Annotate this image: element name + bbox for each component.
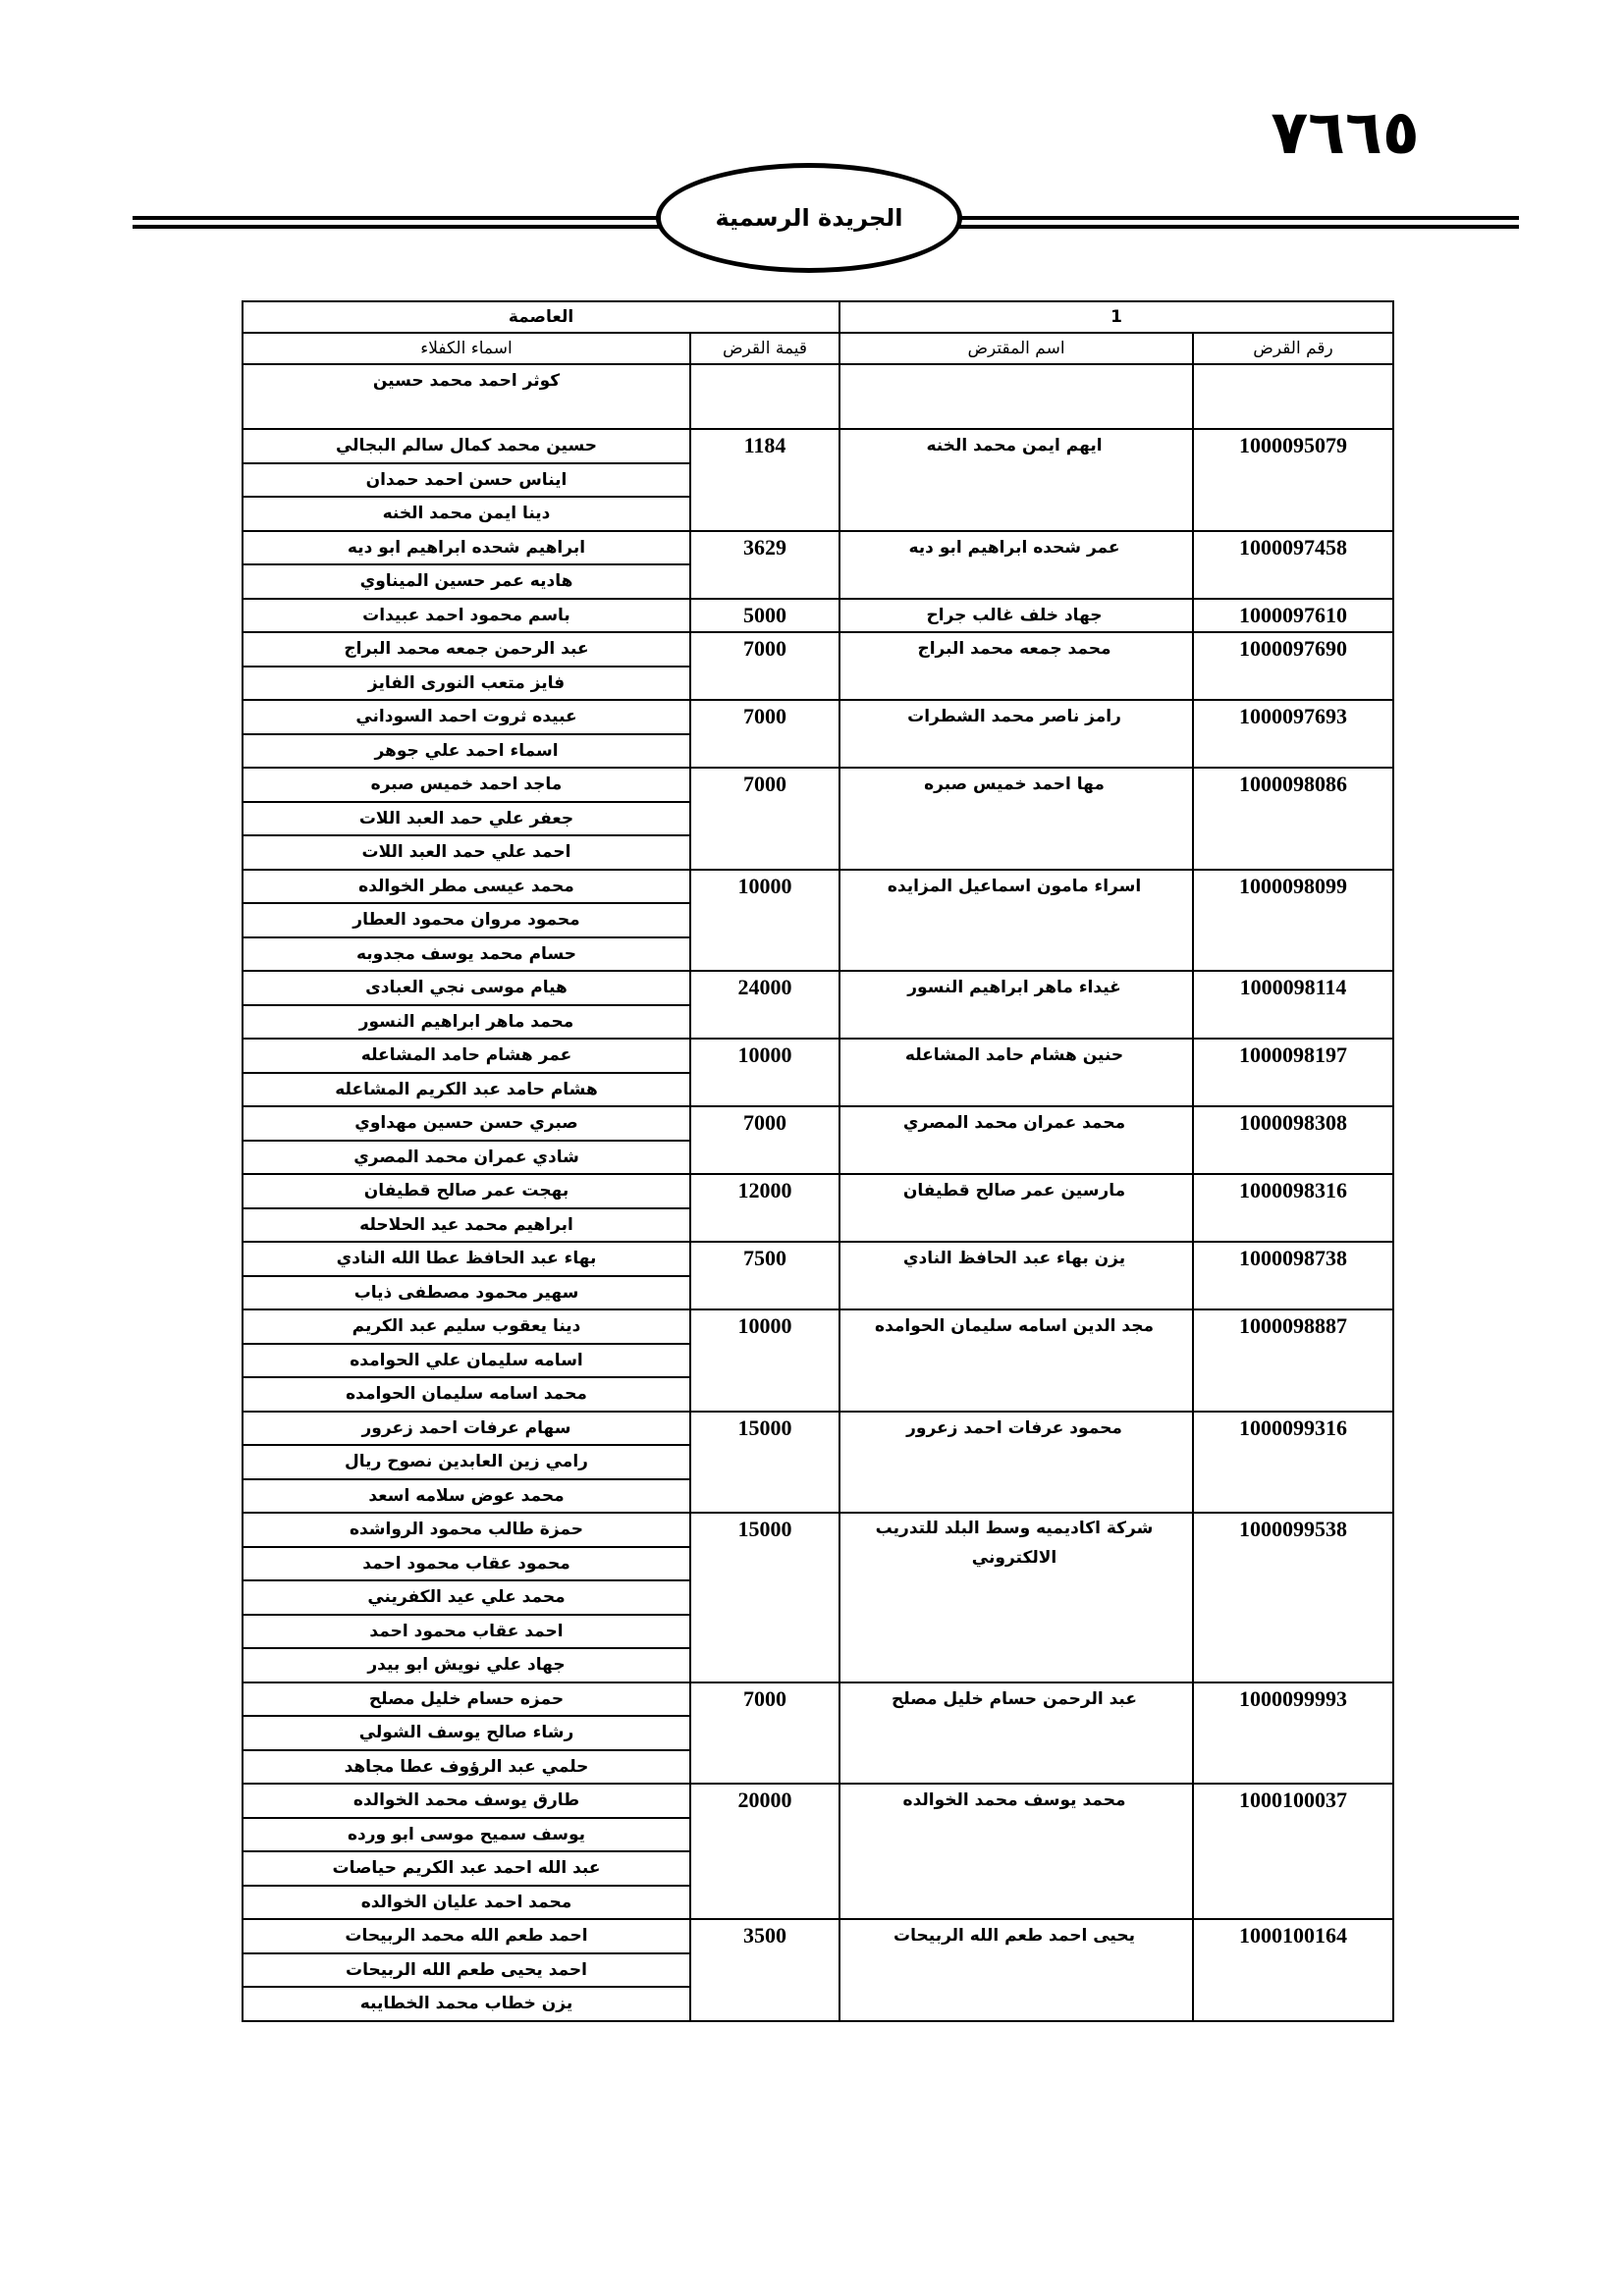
loans-table-wrapper <box>242 300 1392 2022</box>
guarantor-name: يزن خطاب محمد الخطايبه <box>243 1987 690 2021</box>
borrower-name: شركة اكاديميه وسط البلد للتدريب الالكتروني <box>839 1513 1193 1682</box>
borrower-name: عبد الرحمن حسام خليل مصلح <box>839 1682 1193 1785</box>
loan-row <box>243 1919 1393 1953</box>
col-header-amount: قيمة القرض <box>690 333 839 364</box>
loan-amount: 3629 <box>690 531 839 599</box>
guarantor-name: صبري حسن حسين مهداوي <box>243 1106 690 1141</box>
loan-number: 1000097693 <box>1193 700 1393 768</box>
loan-amount: 20000 <box>690 1784 839 1919</box>
loan-amount: 24000 <box>690 971 839 1039</box>
guarantor-name: يوسف سميح موسى ابو ورده <box>243 1818 690 1852</box>
col-header-borrower: اسم المقترض <box>839 333 1193 364</box>
loan-row <box>243 1174 1393 1208</box>
guarantor-name: باسم محمود احمد عبيدات <box>243 599 690 633</box>
loan-amount: 7000 <box>690 700 839 768</box>
guarantor-name: محمد اسامه سليمان الحوامده <box>243 1377 690 1412</box>
guarantor-name: رشاء صالح يوسف الشولي <box>243 1716 690 1750</box>
loan-amount: 1184 <box>690 429 839 531</box>
loan-amount: 7000 <box>690 768 839 870</box>
guarantor-name: عبيده ثروت احمد السوداني <box>243 700 690 734</box>
guarantor-name: حمزة طالب محمود الرواشده <box>243 1513 690 1547</box>
loan-number: 1000095079 <box>1193 429 1393 531</box>
loan-number: 1000100037 <box>1193 1784 1393 1919</box>
guarantor-name: دينا يعقوب سليم عبد الكريم <box>243 1309 690 1344</box>
guarantor-name: شادي عمران محمد المصري <box>243 1141 690 1175</box>
guarantor-name: حسام محمد يوسف مجدوبه <box>243 937 690 972</box>
loan-number: 1000099316 <box>1193 1412 1393 1514</box>
loan-amount: 7000 <box>690 632 839 700</box>
guarantor-name: عبد الله احمد عبد الكريم حياصات <box>243 1851 690 1886</box>
gazette-title: الجريدة الرسمية <box>715 204 903 232</box>
loan-row <box>243 531 1393 565</box>
guarantor-name: حسين محمد كمال سالم البجالي <box>243 429 690 463</box>
loan-amount: 10000 <box>690 1309 839 1412</box>
guarantor-name: طارق يوسف محمد الخوالده <box>243 1784 690 1818</box>
loan-row <box>243 1682 1393 1717</box>
loan-row <box>243 429 1393 463</box>
loan-number: 1000098197 <box>1193 1039 1393 1106</box>
guarantor-name: دينا ايمن محمد الخنه <box>243 497 690 531</box>
loan-row <box>243 971 1393 1005</box>
guarantor-name: سهام عرفات احمد زعرور <box>243 1412 690 1446</box>
loan-number: 1000099538 <box>1193 1513 1393 1682</box>
borrower-name: غيداء ماهر ابراهيم النسور <box>839 971 1193 1039</box>
guarantor-name: اسامه سليمان علي الحوامده <box>243 1344 690 1378</box>
loan-amount: 10000 <box>690 870 839 972</box>
loan-row <box>243 599 1393 633</box>
borrower-name: ايهم ايمن محمد الخنه <box>839 429 1193 531</box>
group-header-row <box>243 301 1393 333</box>
guarantor-name: هيام موسى نجي العبادى <box>243 971 690 1005</box>
guarantor-name: رامي زين العابدين نصوح ريال <box>243 1445 690 1479</box>
loan-number: 1000097690 <box>1193 632 1393 700</box>
guarantor-name: اسماء احمد علي جوهر <box>243 734 690 769</box>
borrower-name: عمر شحده ابراهيم ابو ديه <box>839 531 1193 599</box>
loan-no-cell <box>1193 364 1393 429</box>
loan-number: 1000097610 <box>1193 599 1393 633</box>
loan-row <box>243 1106 1393 1141</box>
page-number: ٧٦٦٥ <box>1271 96 1420 168</box>
borrower-name: يحيى احمد طعم الله الربيحات <box>839 1919 1193 2021</box>
loan-amount: 15000 <box>690 1412 839 1514</box>
loan-number: 1000098086 <box>1193 768 1393 870</box>
guarantor-name: احمد عقاب محمود احمد <box>243 1615 690 1649</box>
loan-amount: 3500 <box>690 1919 839 2021</box>
loan-row <box>243 1412 1393 1446</box>
loan-row <box>243 1039 1393 1073</box>
loan-row <box>243 1513 1393 1547</box>
guarantor-name: سهير محمود مصطفى ذياب <box>243 1276 690 1310</box>
guarantor-name: هاديه عمر حسين الميناوي <box>243 564 690 599</box>
loan-number: 1000098114 <box>1193 971 1393 1039</box>
loan-amount: 5000 <box>690 599 839 633</box>
guarantor-name: احمد يحيى طعم الله الربيحات <box>243 1953 690 1988</box>
borrower-name: محمد يوسف محمد الخوالده <box>839 1784 1193 1919</box>
borrower-name: جهاد خلف غالب جراح <box>839 599 1193 633</box>
guarantor-name: هشام حامد عبد الكريم المشاعله <box>243 1073 690 1107</box>
loan-amount: 7000 <box>690 1106 839 1174</box>
guarantor-name: عبد الرحمن جمعه محمد البراج <box>243 632 690 667</box>
col-header-loan-no: رقم القرض <box>1193 333 1393 364</box>
borrower-name: حنين هشام حامد المشاعله <box>839 1039 1193 1106</box>
guarantor-name: حمزه حسام خليل مصلح <box>243 1682 690 1717</box>
loan-amount: 12000 <box>690 1174 839 1242</box>
guarantor-name: جعفر علي حمد العبد اللات <box>243 802 690 836</box>
loan-row <box>243 1784 1393 1818</box>
group-number: 1 <box>839 301 1393 333</box>
guarantor-name: محمد عيسى مطر الخوالده <box>243 870 690 904</box>
loan-number: 1000098738 <box>1193 1242 1393 1309</box>
guarantor-name: محمد علي عيد الكفريني <box>243 1580 690 1615</box>
loan-amount: 7500 <box>690 1242 839 1309</box>
guarantor-name: بهاء عبد الحافظ عطا الله النادي <box>243 1242 690 1276</box>
loan-row <box>243 700 1393 734</box>
guarantor-name: محمد احمد عليان الخوالده <box>243 1886 690 1920</box>
borrower-name: مها احمد خميس صبره <box>839 768 1193 870</box>
guarantor-name: بهجت عمر صالح قطيفان <box>243 1174 690 1208</box>
guarantor-name: فايز متعب النورى الفايز <box>243 667 690 701</box>
borrower-name: مجد الدين اسامه سليمان الحوامده <box>839 1309 1193 1412</box>
loan-number: 1000098308 <box>1193 1106 1393 1174</box>
loan-number: 1000098316 <box>1193 1174 1393 1242</box>
loan-number: 1000100164 <box>1193 1919 1393 2021</box>
amount-cell <box>690 364 839 429</box>
borrower-name: رامز ناصر محمد الشطرات <box>839 700 1193 768</box>
loan-row <box>243 1242 1393 1276</box>
loan-number: 1000098099 <box>1193 870 1393 972</box>
guarantor-name: محمد ماهر ابراهيم النسور <box>243 1005 690 1040</box>
guarantor-name: حلمي عبد الرؤوف عطا مجاهد <box>243 1750 690 1785</box>
guarantor-name: كوثر احمد محمد حسين <box>243 364 690 429</box>
loan-number: 1000099993 <box>1193 1682 1393 1785</box>
guarantor-name: جهاد علي نويش ابو بيدر <box>243 1648 690 1682</box>
loan-row <box>243 870 1393 904</box>
loan-amount: 15000 <box>690 1513 839 1682</box>
guarantor-name: محمود مروان محمود العطار <box>243 903 690 937</box>
borrower-cell <box>839 364 1193 429</box>
guarantor-name: ايناس حسن احمد حمدان <box>243 463 690 498</box>
col-header-guarantors: اسماء الكفلاء <box>243 333 690 364</box>
loan-number: 1000097458 <box>1193 531 1393 599</box>
guarantor-name: عمر هشام حامد المشاعله <box>243 1039 690 1073</box>
borrower-name: يزن بهاء عبد الحافظ النادي <box>839 1242 1193 1309</box>
borrower-name: مارسين عمر صالح قطيفان <box>839 1174 1193 1242</box>
loan-row <box>243 1309 1393 1344</box>
guarantor-name: ماجد احمد خميس صبره <box>243 768 690 802</box>
loan-number: 1000098887 <box>1193 1309 1393 1412</box>
column-header-row <box>243 333 1393 364</box>
guarantor-name: ابراهيم محمد عيد الحلاحله <box>243 1208 690 1243</box>
loan-amount: 10000 <box>690 1039 839 1106</box>
group-label: العاصمة <box>243 301 839 333</box>
leading-guarantor-row <box>243 364 1393 429</box>
borrower-name: محمد عمران محمد المصري <box>839 1106 1193 1174</box>
guarantor-name: احمد طعم الله محمد الربيحات <box>243 1919 690 1953</box>
loan-row <box>243 632 1393 667</box>
loan-row <box>243 768 1393 802</box>
borrower-name: محمد جمعه محمد البراج <box>839 632 1193 700</box>
guarantor-name: احمد علي حمد العبد اللات <box>243 835 690 870</box>
loans-table <box>242 300 1394 2022</box>
gazette-title-oval <box>656 163 962 273</box>
borrower-name: اسراء مامون اسماعيل المزايده <box>839 870 1193 972</box>
loan-amount: 7000 <box>690 1682 839 1785</box>
guarantor-name: ابراهيم شحده ابراهيم ابو ديه <box>243 531 690 565</box>
guarantor-name: محمد عوض سلامه اسعد <box>243 1479 690 1514</box>
borrower-name: محمود عرفات احمد زعرور <box>839 1412 1193 1514</box>
guarantor-name: محمود عقاب محمود احمد <box>243 1547 690 1581</box>
